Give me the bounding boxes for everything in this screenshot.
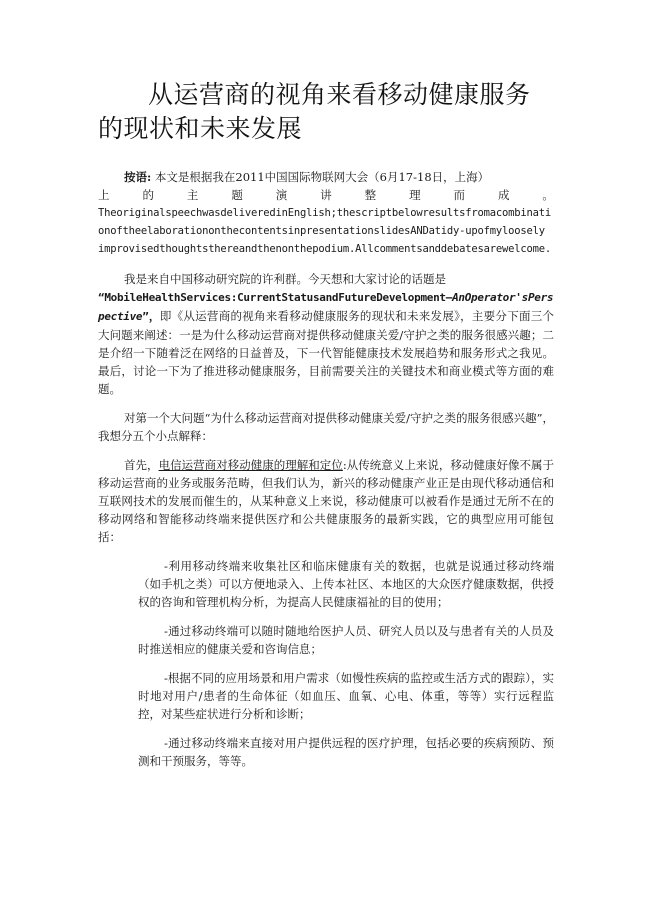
spread-char: 成 <box>497 188 510 202</box>
spread-char: 题 <box>231 188 243 202</box>
question-one-paragraph: 对第一个大问题“为什么移动运营商对提供移动健康关爱/守护之类的服务很感兴趣”，我想分五个小点解释： <box>98 411 554 443</box>
intro-after: 即《从运营商的视角来看移动健康服务的现状和未来发展》，主要分下面三个大问题来阐述：一是为什么移动运营商对提供移动健康关爱/守护之类的服务很感兴趣；二是介绍一下随着泛在网络的日益普及，下一代智能健康技术发展趋势和服务形式之我见。最后，讨论一下为了推进移动健康服务，目前需要关注的关键技术和商业模式等方面的难题。 <box>98 309 555 396</box>
talk-title-close: ”， <box>142 310 160 323</box>
editor-note-spread-line <box>98 186 554 204</box>
bullet-item: -通过移动终端来直接对用户提供远程的医疗护理，包括必要的疾病预防、预测和干预服务，等等。 <box>138 736 554 768</box>
spread-char: 演 <box>275 188 288 202</box>
document-title: 从运营商的视角来看移动健康服务的现状和未来发展 <box>98 80 531 143</box>
talk-title-main: “MobileHealthServices:CurrentStatusandFutureDevelopment— <box>98 291 453 304</box>
spread-char: 理 <box>409 188 421 202</box>
spread-char: 上 <box>98 188 110 202</box>
spread-char: 而 <box>453 188 465 202</box>
spread-char: 主 <box>186 188 199 202</box>
bullet-item: -根据不同的应用场景和用户需求（如慢性疾病的监控或生活方式的跟踪），实时地对用户/患者的生命体征（如血压、血氧、心电、体重，等等）实行远程监控，对某些症状进行分析和诊断； <box>138 671 554 721</box>
editor-note-text: 本文是根据我在2011中国国际物联网大会（6月17-18日，上海） <box>154 170 490 184</box>
editor-note-label: 按语: <box>124 170 152 184</box>
bullet-item: -通过移动终端可以随时随地给医护人员、研究人员以及与患者有关的人员及时推送相应的健康关爱和咨询信息； <box>138 624 554 656</box>
editor-note-line <box>98 168 554 186</box>
spread-char: 的 <box>142 188 154 202</box>
point-one-body: :从传统意义上来说，移动健康好像不属于移动运营商的业务或服务范畴，但我们认为，新兴的移动健康产业正是由现代移动通信和互联网技术的发展而催生的，从某种意义上来说，移动健康可以被看作是通过无所不在的移动网络和智能移动终端来提供医疗和公共健康服务的最新实践，它的典型应用可能包括： <box>98 458 555 544</box>
point-one-heading: 电信运营商对移动健康的理解和定位 <box>158 458 343 472</box>
spread-char: 整 <box>364 188 377 202</box>
point-one-before: 首先， <box>124 458 159 472</box>
spread-char: 。 <box>542 188 554 202</box>
intro-paragraph <box>98 270 554 398</box>
talk-title-italic: AnOperator'sPerspective <box>98 291 554 323</box>
point-one-paragraph <box>98 456 554 546</box>
bullet-item: -利用移动终端来收集社区和临床健康有关的数据，也就是说通过移动终端（如手机之类）可以方便地录入、上传本社区、本地区的大众医疗健康数据，供授权的咨询和管理机构分析，为提高人民健康福祉的目的使用； <box>138 559 554 609</box>
editor-note-english: TheoriginalspeechwasdeliveredinEnglish;thescriptbelowresultsfromacombinationoftheelaborationonthecontentsinpresentationslidesANDatidy-upofmyloosely improvisedthoughtsthereandthenonthepodium.Allcommentsanddebatesarewelcome. <box>98 207 551 255</box>
intro-before: 我是来自中国移动研究院的许利群。今天想和大家讨论的话题是 <box>124 272 446 286</box>
editor-note <box>98 168 554 258</box>
spread-char: 讲 <box>320 188 332 202</box>
document-page <box>98 78 554 781</box>
